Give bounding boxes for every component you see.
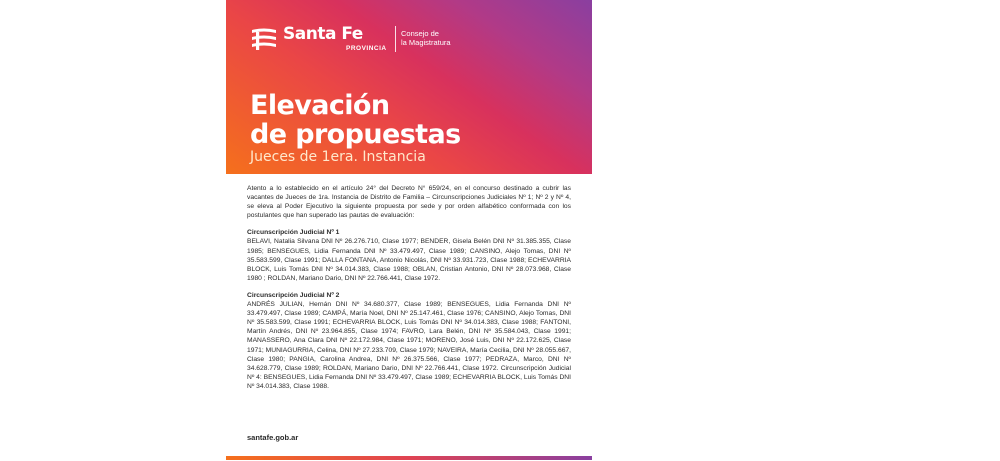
santa-fe-flag-logo-icon [250, 27, 278, 51]
intro-paragraph: Atento a lo establecido en el artículo 24° del Decreto N° 659/24, en el concurso destinado a cubrir las vacantes de Jueces de 1ra. Instancia de Distrito de Familia – Circunscripciones Judiciales Nº 1; Nº 2 y Nº 4, se eleva al Poder Ejecutivo la siguiente propuesta por sede y por orden alfabético conformada con los postulantes que han superado las pautas de evaluación: [247, 185, 571, 220]
footer-gradient-bar [226, 456, 592, 460]
title-line-1: Elevación [250, 90, 390, 121]
section-title-circ-2: Circunscripción Judicial Nº 2 [247, 291, 340, 299]
council-name [401, 29, 451, 47]
page-subtitle: Jueces de 1era. Instancia [250, 149, 426, 165]
document-body [247, 184, 571, 391]
section-title-circ-1: Circunscripción Judicial Nº 1 [247, 229, 340, 237]
council-line-1: Consejo de [401, 29, 439, 38]
title-line-2: de propuestas [250, 119, 461, 150]
announcement-document [226, 0, 592, 461]
brand-subtitle: PROVINCIA [346, 45, 387, 52]
brand-name: Santa Fe [283, 24, 363, 44]
logo-divider [395, 26, 396, 52]
page-title [250, 91, 461, 149]
section-text-circ-1: BELAVI, Natalia Silvana DNI Nº 26.276.710, Clase 1977; BENDER, Gisela Belén DNI Nº 31.385.355, Clase 1985; BENSEGUES, Lidia Fernanda DNI Nº 33.479.497, Clase 1989; CANSINO, Alejo Tomas, DNI Nº 35.583.599, Clase 1991; DALLA FONTANA, Antonio Nicolás, DNI Nº 33.931.723, Clase 1988; ECHEVARRIA BLOCK, Luis Tomás DNI Nº 34.014.383, Clase 1988; OBLAN, Cristian Antonio, DNI Nº 28.073.968, Clase 1980 ; ROLDAN, Mariano Dario, DNI Nº 22.766.441, Clase 1972. [247, 238, 571, 282]
council-line-2: la Magistratura [401, 38, 451, 47]
section-text-circ-2: ANDRÉS JULIAN, Hernán DNI Nº 34.680.377, Clase 1989; BENSEGUES, Lidia Fernanda DNI Nº 33.479.497, Clase 1989; CAMPÁ, María Noel, DNI Nº 25.147.461, Clase 1976; CANSINO, Alejo Tomas, DNI Nº 35.583.599, Clase 1991; ECHEVARRIA BLOCK, Luis Tomás DNI Nº 34.014.383, Clase 1988; FANTONI, Martín Andrés, DNI Nº 23.964.855, Clase 1974; FAVRO, Lara Belén, DNI Nº 35.584.043, Clase 1991; MANASSERO, Ana Clara DNI Nº 22.172.984, Clase 1971; MORENO, José Luis, DNI Nº 22.172.625, Clase 1971; MUNIAGURRIA, Celina, DNI Nº 27.233.709, Clase 1979; NAVEIRA, María Cecilia, DNI Nº 28.055.667, Clase 1980; PANGIA, Carolina Andrea, DNI Nº 26.375.566, Clase 1977; PEDRAZA, Marco, DNI Nº 34.628.779, Clase 1989; ROLDAN, Mariano Dario, DNI Nº 22.766.441, Clase 1972. Circunscripción Judicial Nº 4: BENSEGUES, Lidia Fernanda DNI Nº 33.479.497, Clase 1989; ECHEVARRIA BLOCK, Luis Tomás DNI Nº 34.014.383, Clase 1988. [247, 301, 571, 390]
footer-website-link[interactable]: santafe.gob.ar [247, 433, 299, 442]
header-banner [226, 0, 592, 174]
